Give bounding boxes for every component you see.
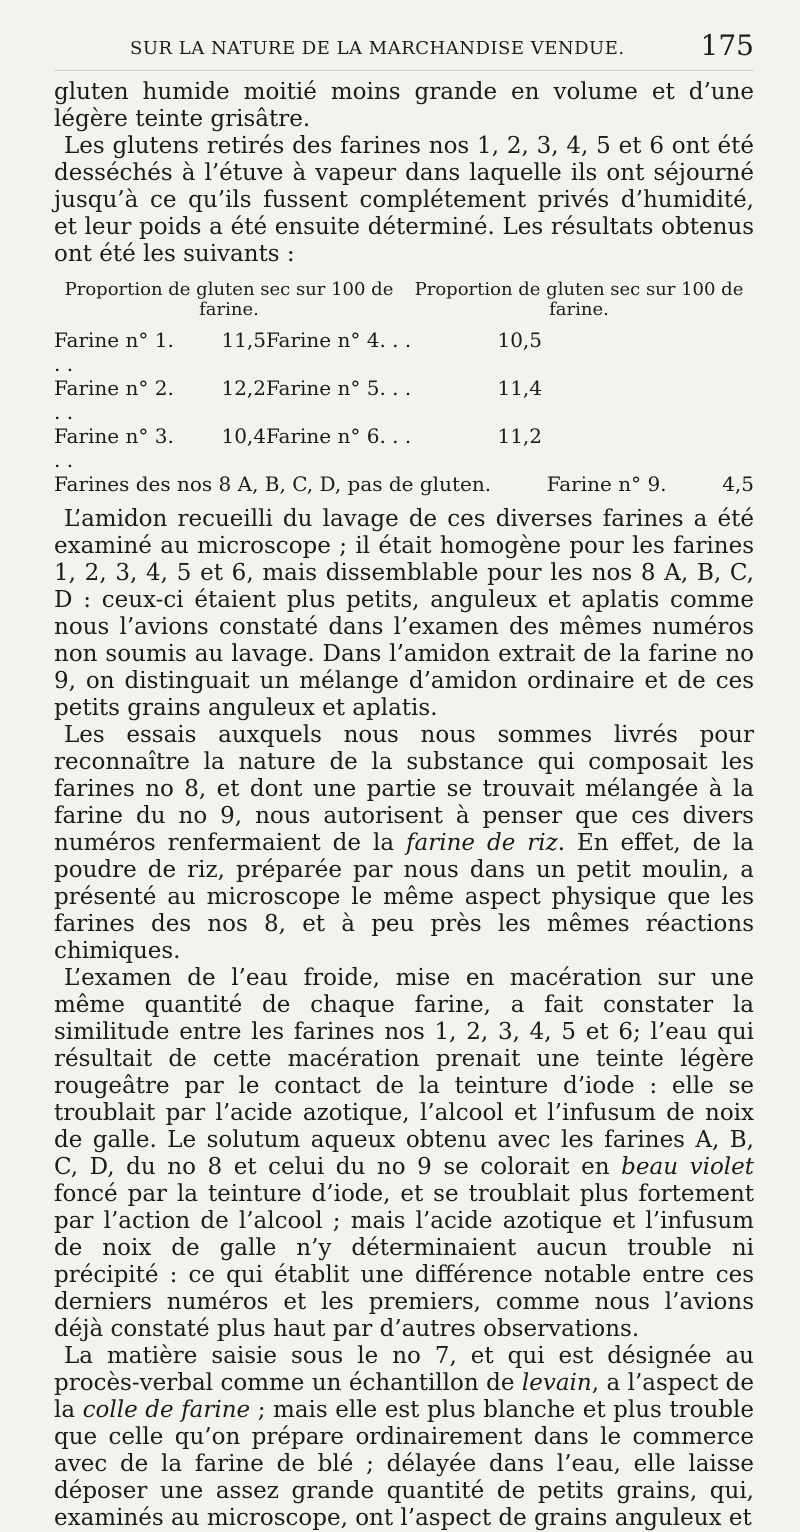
table-headers xyxy=(54,280,754,320)
row-right-label: Farine n° 5. . . xyxy=(266,376,412,400)
row-left-value: 12,2 xyxy=(221,376,266,400)
paragraph-4-part-c: . En effet, de la poudre de riz, préparée par nous dans un petit moulin, a présenté au microscope le même aspect physique que les farines des nos 8, et à peu près les mêmes réactions chimiques. xyxy=(54,830,754,964)
gluten-results-table xyxy=(54,280,754,496)
document-page xyxy=(54,30,754,1532)
table-row xyxy=(54,328,754,376)
paragraph-6 xyxy=(54,1343,754,1532)
paragraph-1: gluten humide moitié moins grande en volume et d’une légère teinte grisâtre. xyxy=(54,79,754,132)
paragraph-6-part-c: , a l’aspect de la xyxy=(54,1370,754,1423)
row-right-value: 11,2 xyxy=(497,424,542,448)
running-title: SUR LA NATURE DE LA MARCHANDISE VENDUE. xyxy=(130,38,625,59)
row-left-value: 10,4 xyxy=(221,424,266,448)
beau-violet-italic: beau violet xyxy=(621,1154,755,1180)
table-last-row xyxy=(54,472,754,496)
table-last-row-right-value: 4,5 xyxy=(722,472,754,496)
row-left-label: Farine n° 1. . . xyxy=(54,328,174,376)
row-right-value: 11,4 xyxy=(497,376,542,400)
row-left-label: Farine n° 3. . . xyxy=(54,424,174,472)
row-right-label: Farine n° 4. . . xyxy=(266,328,412,352)
paragraph-6-part-a: La matière saisie sous le no 7, et qui est désignée au procès-verbal comme un échantillon de xyxy=(54,1343,754,1396)
levain-italic: levain xyxy=(521,1370,592,1396)
table-last-row-left: Farines des nos 8 A, B, C, D, pas de gluten. xyxy=(54,472,492,496)
paragraph-4-part-a: Les essais auxquels nous nous sommes livrés pour reconnaître la nature de la substance qui composait les farines no 8, et dont une partie se trouvait mélangée à la farine du no 9, nous autorisent à penser que ces divers numéros renfermaient de la xyxy=(54,722,754,856)
table-row xyxy=(54,376,754,424)
paragraph-2: Les glutens retirés des farines nos 1, 2, 3, 4, 5 et 6 ont été desséchés à l’étuve à vapeur dans laquelle ils ont séjourné jusqu’à ce qu’ils fussent complétement privés d’humidité, et leur poids a été ensuite déterminé. Les résultats obtenus ont été les suivants : xyxy=(54,133,754,267)
paragraph-6-part-e: ; mais elle est plus blanche et plus trouble que celle qu’on prépare ordinairement dans le commerce avec de la farine de blé ; délayée dans l’eau, elle laisse déposer une assez grande quantité de petits grains, qui, examinés au microscope, ont l’aspect de grains anguleux et xyxy=(54,1397,754,1531)
row-left-label: Farine n° 2. . . xyxy=(54,376,174,424)
paragraph-5 xyxy=(54,965,754,1343)
paragraph-5-part-a: L’examen de l’eau froide, mise en macération sur une même quantité de chaque farine, a fait constater la similitude entre les farines nos 1, 2, 3, 4, 5 et 6; l’eau qui résultait de cette macération prenait une teinte légère rougeâtre par le contact de la teinture d’iode : elle se troublait par l’acide azotique, l’alcool et l’infusum de noix de galle. Le solutum aqueux obtenu avec les farines A, B, C, D, du no 8 et celui du no 9 se colorait en xyxy=(54,965,754,1180)
paragraph-4 xyxy=(54,722,754,965)
page-number: 175 xyxy=(700,29,754,62)
table-last-row-right-label: Farine n° 9. xyxy=(546,472,667,496)
paragraph-3: L’amidon recueilli du lavage de ces diverses farines a été examiné au microscope ; il était homogène pour les farines 1, 2, 3, 4, 5 et 6, mais dissemblable pour les nos 8 A, B, C, D : ceux-ci étaient plus petits, anguleux et aplatis comme nous l’avions constaté dans l’examen des mêmes numéros non soumis au lavage. Dans l’amidon extrait de la farine no 9, on distinguait un mélange d’amidon ordinaire et de ces petits grains anguleux et aplatis. xyxy=(54,506,754,721)
running-head xyxy=(54,30,754,71)
table-header-right: Proportion de gluten sec sur 100 de farine. xyxy=(414,279,744,320)
table-row xyxy=(54,424,754,472)
row-right-value: 10,5 xyxy=(497,328,542,352)
row-right-label: Farine n° 6. . . xyxy=(266,424,412,448)
row-left-value: 11,5 xyxy=(221,328,266,352)
colle-de-farine-italic: colle de farine xyxy=(82,1397,251,1423)
farine-de-riz-italic: farine de riz xyxy=(406,830,558,856)
paragraph-5-part-c: foncé par la teinture d’iode, et se troublait plus fortement par l’action de l’alcool ; mais l’acide azotique et l’infusum de noix de galle n’y déterminaient aucun trouble ni précipité : ce qui établit une différence notable entre ces derniers numéros et les premiers, comme nous l’avions déjà constaté plus haut par d’autres observations. xyxy=(54,1181,754,1342)
table-header-left: Proportion de gluten sec sur 100 de farine. xyxy=(64,279,394,320)
